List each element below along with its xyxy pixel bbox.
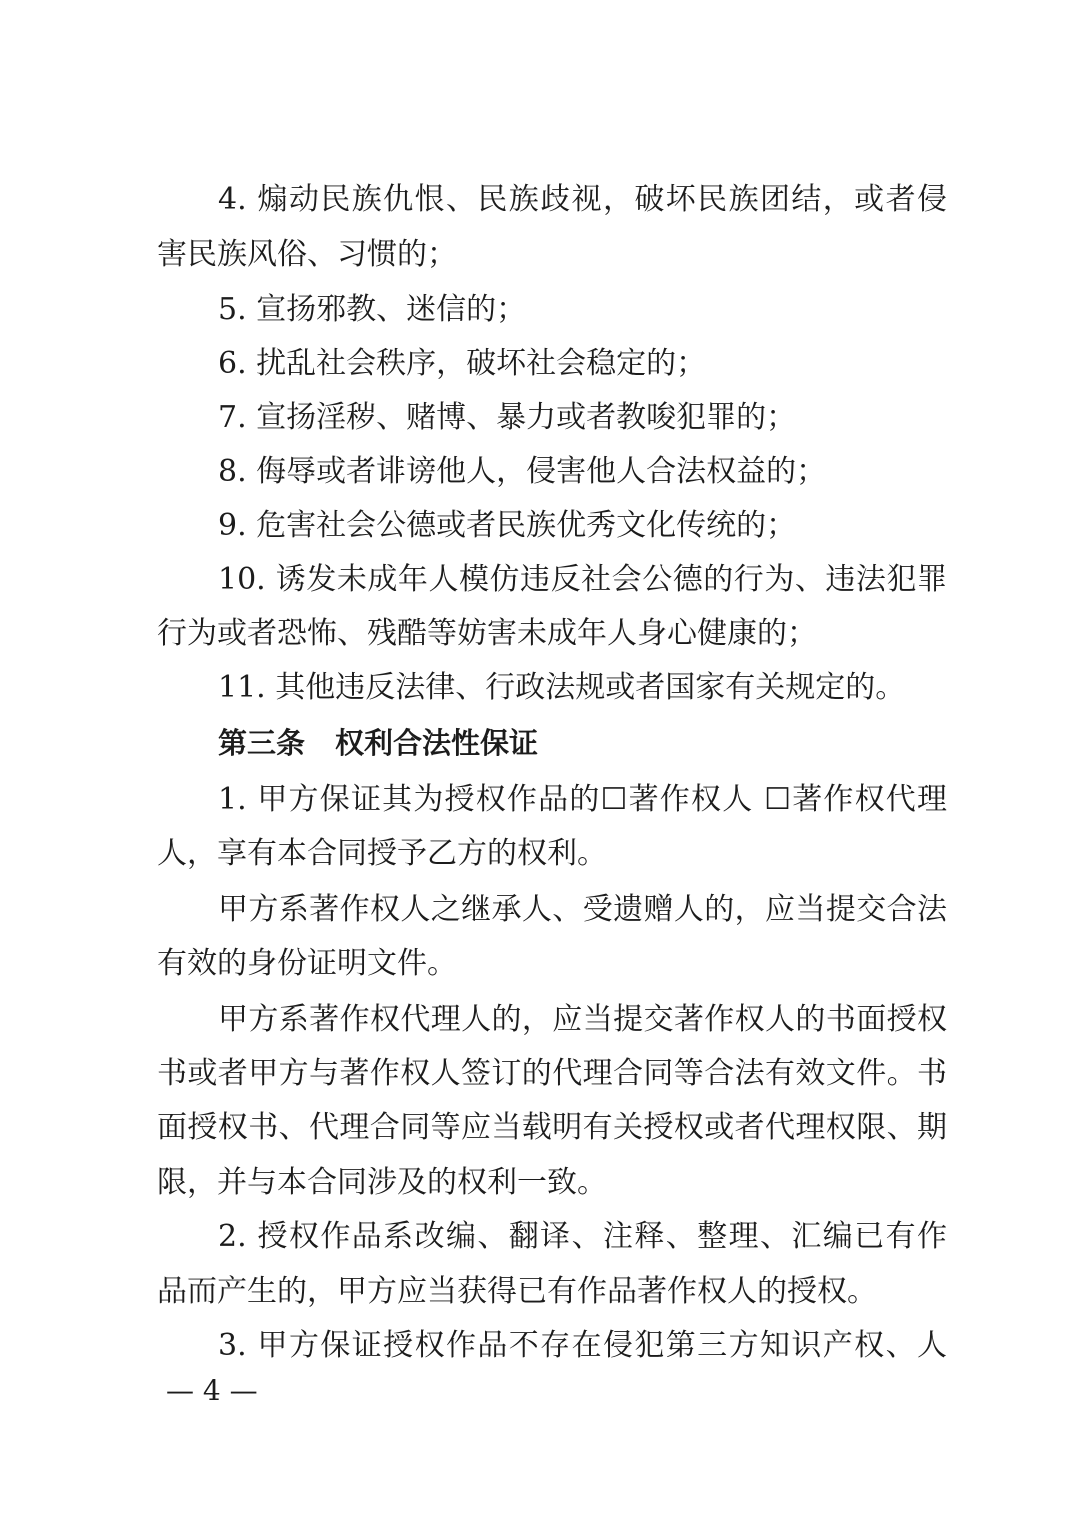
paragraph-4-line-1: 2. 授权作品系改编、翻译、注释、整理、汇编已有作 <box>218 1219 947 1254</box>
item-10-line-1: 10. 诱发未成年人模仿违反社会公德的行为、违法犯罪 <box>218 562 947 597</box>
item-11: 11. 其他违反法律、行政法规或者国家有关规定的。 <box>218 670 906 705</box>
item-6: 6. 扰乱社会秩序，破坏社会稳定的； <box>218 346 707 381</box>
paragraph-1-line-1: 1. 甲方保证其为授权作品的☐著作权人 ☐著作权代理 <box>218 782 947 817</box>
page-number: — 4 — <box>166 1374 258 1407</box>
paragraph-1-line-2: 人，享有本合同授予乙方的权利。 <box>157 836 607 871</box>
paragraph-3-line-3: 面授权书、代理合同等应当载明有关授权或者代理权限、期 <box>157 1110 947 1145</box>
paragraph-3-line-2: 书或者甲方与著作权人签订的代理合同等合法有效文件。书 <box>157 1056 947 1091</box>
paragraph-3-line-4: 限，并与本合同涉及的权利一致。 <box>157 1165 607 1200</box>
item-4-line-2: 害民族风俗、习惯的； <box>157 237 457 272</box>
paragraph-4-line-2: 品而产生的，甲方应当获得已有作品著作权人的授权。 <box>157 1274 877 1309</box>
item-4-line-1: 4. 煽动民族仇恨、民族歧视，破坏民族团结，或者侵 <box>218 182 947 217</box>
item-5: 5. 宣扬邪教、迷信的； <box>218 292 527 327</box>
paragraph-2-line-1: 甲方系著作权人之继承人、受遗赠人的，应当提交合法 <box>218 892 947 927</box>
item-7: 7. 宣扬淫秽、赌博、暴力或者教唆犯罪的； <box>218 400 797 435</box>
paragraph-5-line-1: 3. 甲方保证授权作品不存在侵犯第三方知识产权、人 <box>218 1328 947 1363</box>
item-10-line-2: 行为或者恐怖、残酷等妨害未成年人身心健康的； <box>157 616 817 651</box>
item-9: 9. 危害社会公德或者民族优秀文化传统的； <box>218 508 797 543</box>
article-number: 第三条 <box>218 726 306 760</box>
item-8: 8. 侮辱或者诽谤他人，侵害他人合法权益的； <box>218 454 827 489</box>
paragraph-3-line-1: 甲方系著作权代理人的，应当提交著作权人的书面授权 <box>218 1002 947 1037</box>
article-title: 权利合法性保证 <box>335 726 539 760</box>
article-3-heading <box>218 723 538 763</box>
paragraph-2-line-2: 有效的身份证明文件。 <box>157 946 457 981</box>
